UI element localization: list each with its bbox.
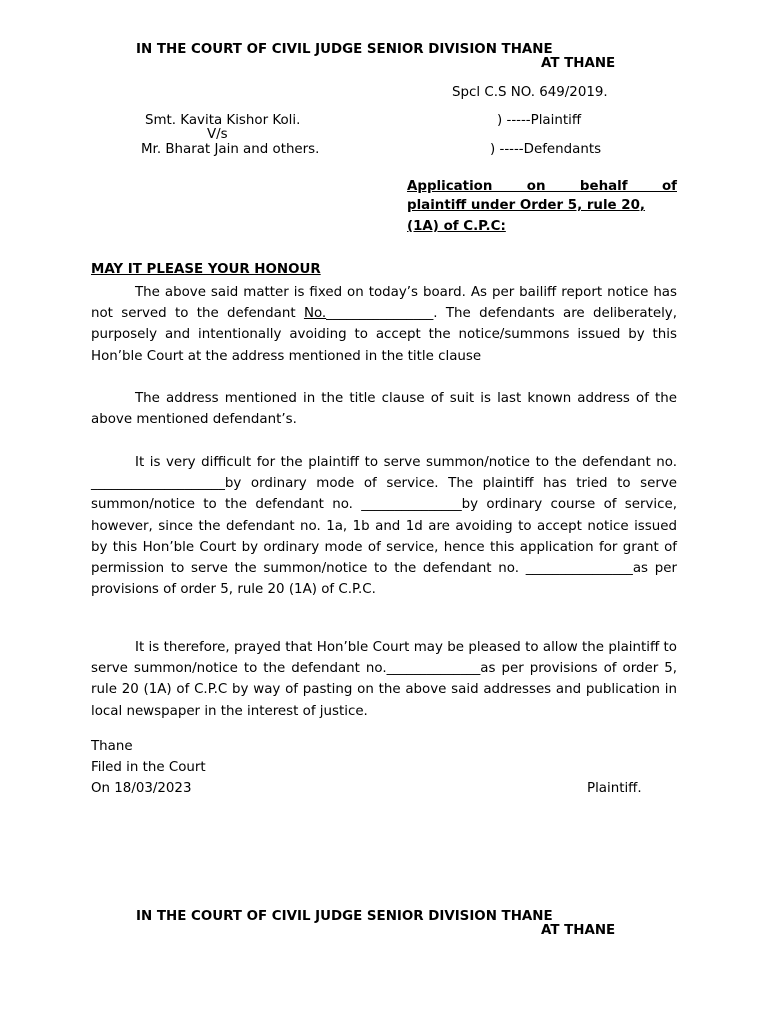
defendant-no-blank: ________________: [326, 306, 434, 322]
application-title-line2: plaintiff under Order 5, rule 20,: [407, 198, 646, 213]
paragraph-1-part1: The above said matter is fixed on today’s board. As per bailiff report notice has not served to the defendant: [91, 285, 677, 322]
application-title-line3: (1A) of C.P.C:: [407, 219, 506, 234]
application-title-line1: Application on behalf of: [407, 179, 677, 194]
place-label: Thane: [91, 739, 133, 754]
defendant-role: ) -----Defendants: [490, 142, 602, 157]
defendant-name: Mr. Bharat Jain and others.: [141, 142, 320, 157]
page2-court-heading-line2: AT THANE: [541, 923, 616, 938]
versus-label: V/s: [207, 127, 228, 142]
plaintiff-signature-label: Plaintiff.: [587, 781, 642, 796]
plaintiff-name: Smt. Kavita Kishor Koli.: [145, 113, 301, 128]
filing-date: On 18/03/2023: [91, 781, 192, 796]
plaintiff-role: ) -----Plaintiff: [497, 113, 582, 128]
page2-court-heading-line1: IN THE COURT OF CIVIL JUDGE SENIOR DIVISION THANE: [136, 909, 553, 924]
paragraph-1-part2: . The defendants are deliberately, purposely and intentionally avoiding to accept the notice/summons issued by this Hon’ble Court at the address mentioned in the title clause: [91, 306, 677, 364]
paragraph-3: It is very difficult for the plaintiff to serve summon/notice to the defendant no. ____________________by ordinary mode of service. The plaintiff has tried to serve summon/notice to the defendant no. _______________by ordinary course of service, however, since the defendant no. 1a, 1b and 1d are avoiding to accept notice issued by this Hon’ble Court by ordinary mode of service, hence this application for grant of permission to serve the summon/notice to the defendant no. ________________as per provisions of order 5, rule 20 (1A) of C.P.C.: [91, 455, 677, 598]
court-heading-line2: AT THANE: [541, 56, 616, 71]
defendant-no-label: No.: [303, 306, 327, 322]
paragraph-2: The address mentioned in the title clause of suit is last known address of the above mentioned defendant’s.: [91, 391, 677, 428]
paragraph-1: [91, 282, 677, 367]
court-heading-line1: IN THE COURT OF CIVIL JUDGE SENIOR DIVISION THANE: [136, 42, 553, 57]
filed-label: Filed in the Court: [91, 760, 206, 775]
case-number: Spcl C.S NO. 649/2019.: [452, 85, 608, 100]
paragraph-4: It is therefore, prayed that Hon’ble Court may be pleased to allow the plaintiff to serve summon/notice to the defendant no.______________as per provisions of order 5, rule 20 (1A) of C.P.C by way of pasting on the above said addresses and publication in local newspaper in the interest of justice.: [91, 640, 677, 719]
salutation: MAY IT PLEASE YOUR HONOUR: [91, 262, 321, 277]
